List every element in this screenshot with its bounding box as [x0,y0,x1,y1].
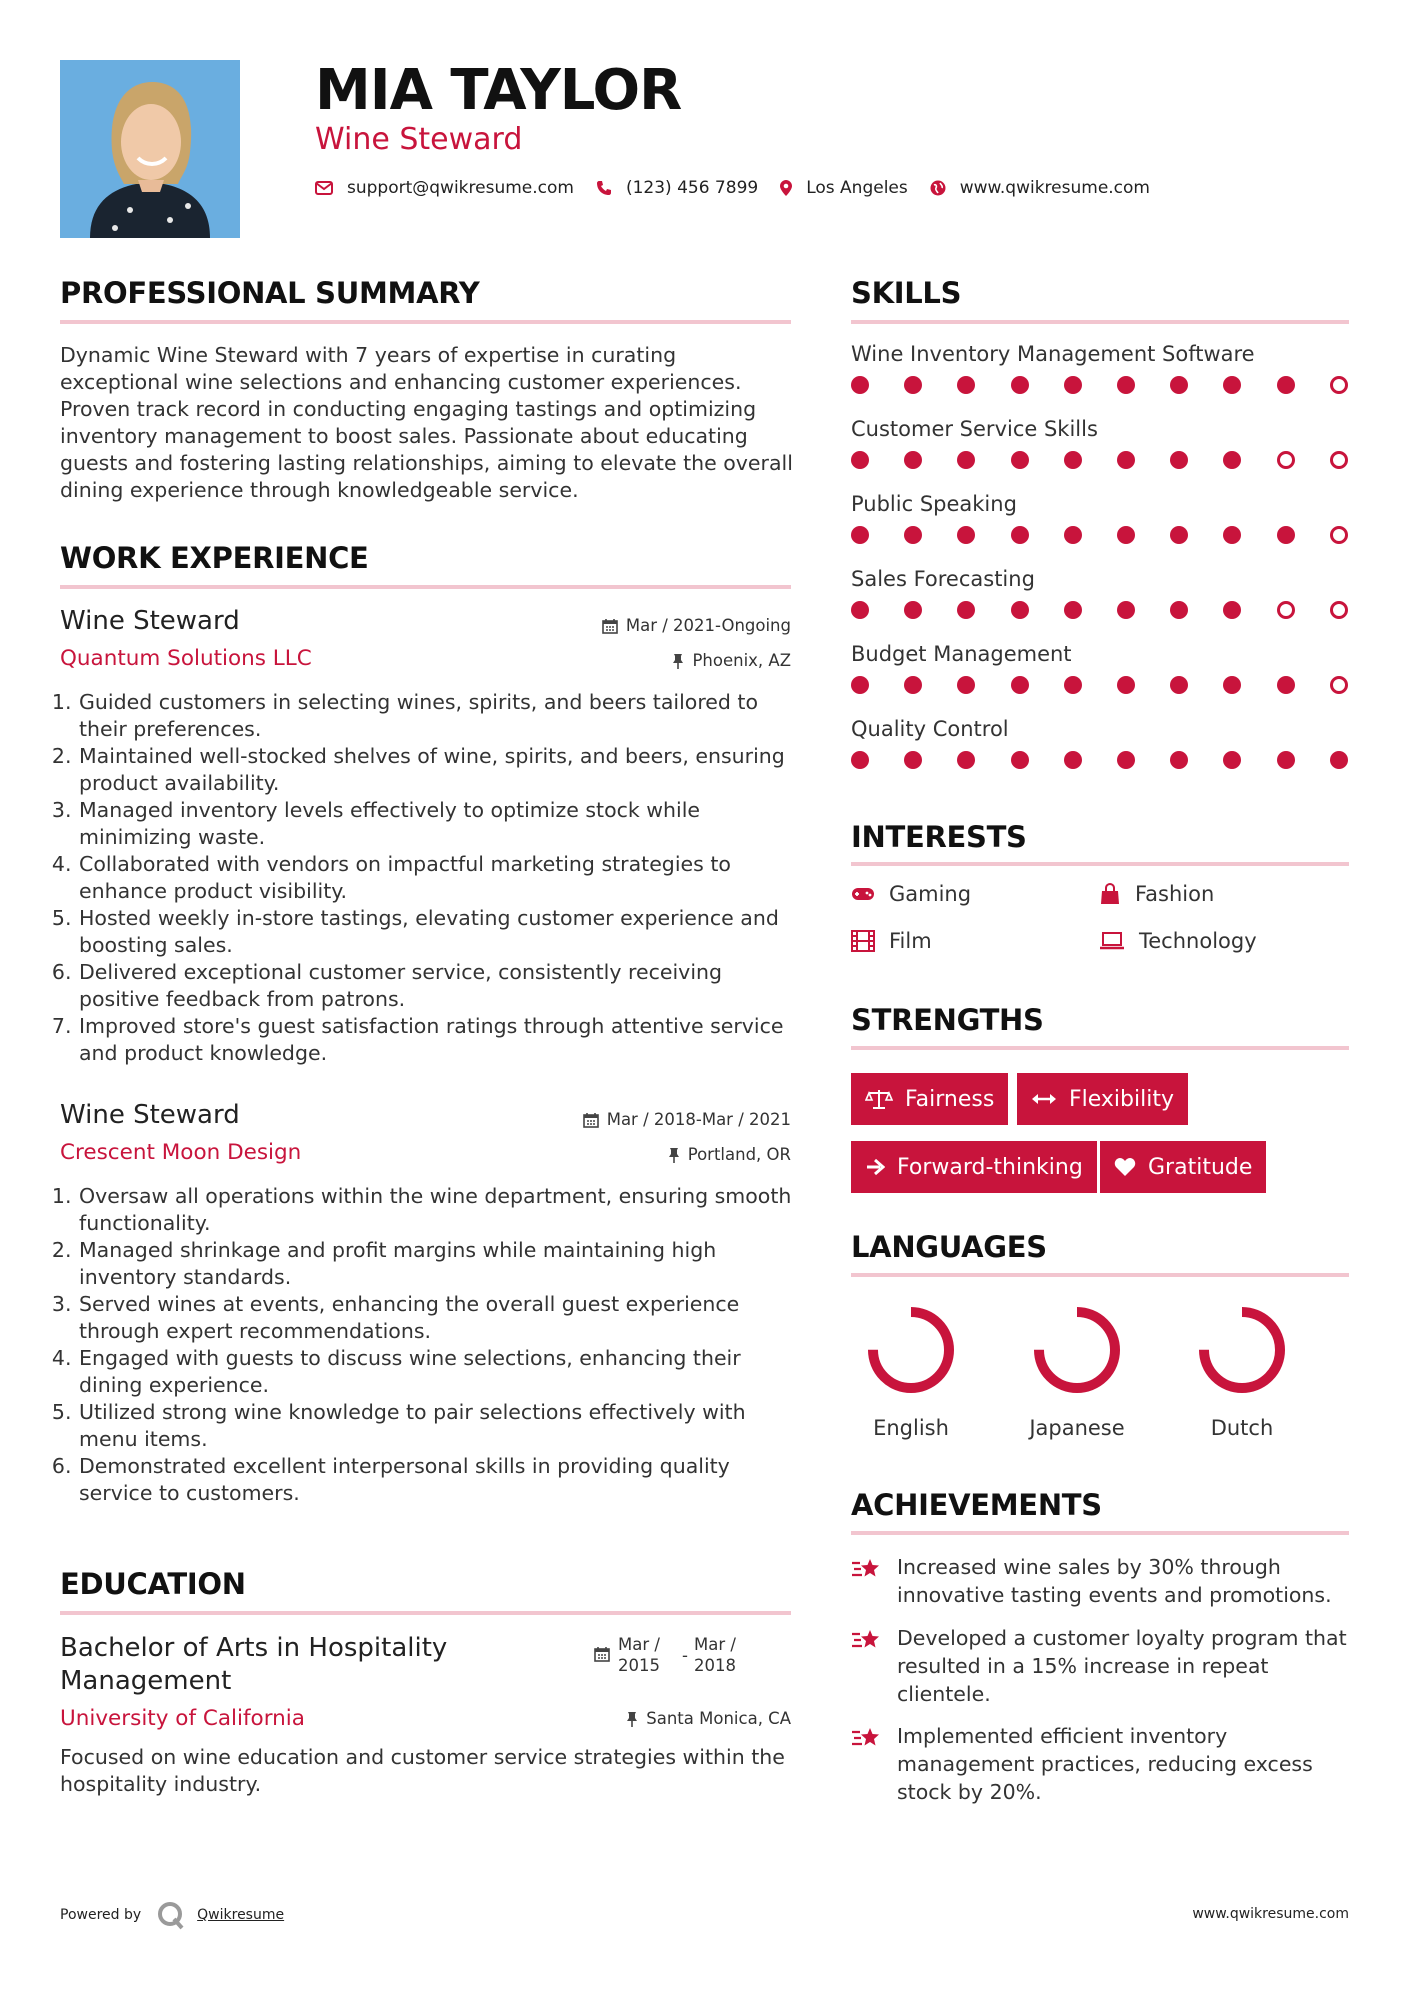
rating-dot-empty [1330,376,1348,394]
contact-phone[interactable] [596,178,758,198]
rating-dot-filled [1223,526,1241,544]
contact-bar [315,178,1172,198]
company-2: Crescent Moon Design [60,1140,302,1165]
rating-dot-filled [1064,526,1082,544]
contact-website-text: www.qwikresume.com [959,178,1150,198]
laptop-icon [1099,932,1125,950]
list-item: 2. Managed shrinkage and profit margins while maintaining high inventory standards. [78,1237,795,1291]
summary-divider [60,320,791,324]
list-item: 2. Maintained well-stocked shelves of wine, spirits, and beers, ensuring product availability. [78,743,795,797]
rating-dot-filled [1064,751,1082,769]
rating-dot-filled [1170,451,1188,469]
list-item: 6. Delivered exceptional customer service, consistently receiving positive feedback from patrons. [78,959,795,1013]
pushpin-icon [626,1711,638,1727]
list-item: 1. Guided customers in selecting wines, spirits, and beers tailored to their preferences. [78,689,795,743]
pushpin-icon [672,653,684,669]
rating-dot-filled [851,601,869,619]
interest-film [851,929,932,953]
rating-dot-empty [1330,601,1348,619]
rating-dot-filled [851,526,869,544]
interest-label: Technology [1139,929,1257,953]
language-label: English [873,1416,949,1440]
skills-divider [851,320,1349,324]
rating-dot-filled [1170,601,1188,619]
skill-item [851,492,1351,546]
rating-dot-filled [1064,451,1082,469]
skills-heading: SKILLS [851,276,962,310]
language-label: Dutch [1210,1416,1274,1440]
list-item: 1. Oversaw all operations within the wine department, ensuring smooth functionality. [78,1183,795,1237]
rating-dot-filled [1011,601,1029,619]
rating-dot-empty [1277,451,1295,469]
strengths-heading: STRENGTHS [851,1003,1044,1037]
language-japanese [1007,1300,1147,1440]
skill-item [851,642,1351,696]
rating-dot-filled [1117,376,1135,394]
rating-dot-filled [1223,601,1241,619]
strength-badge-flexibility [1017,1073,1188,1125]
film-icon [851,930,875,952]
shooting-star-icon [851,1724,883,1752]
education-heading: EDUCATION [60,1567,246,1601]
rating-dot-filled [851,676,869,694]
gamepad-icon [851,886,875,902]
qwikresume-logo-icon [155,1900,187,1930]
rating-dot-filled [851,451,869,469]
language-level-arc [1204,1312,1280,1388]
job-title-1: Wine Steward [60,606,240,636]
language-level-arc [873,1312,949,1388]
contact-website[interactable] [930,178,1150,198]
skill-label: Customer Service Skills [851,417,1098,441]
skill-rating [851,676,1351,696]
location-pin-icon [780,180,792,196]
brand-link[interactable]: Qwikresume [197,1907,285,1923]
achievement-text: Implemented efficient inventory management practices, reducing excess stock by 20%. [897,1724,1313,1804]
interest-gaming [851,882,971,906]
profile-photo [60,60,240,238]
contact-email[interactable] [315,178,574,198]
list-item: 3. Managed inventory levels effectively to optimize stock while minimizing waste. [78,797,795,851]
job-dates-2-text: Mar / 2018-Mar / 2021 [606,1110,791,1129]
language-level-arc [1039,1312,1115,1388]
job-location-2-text: Portland, OR [687,1145,791,1164]
calendar-icon [583,1112,599,1128]
education-location-text: Santa Monica, CA [646,1709,791,1728]
strength-label: Fairness [905,1086,995,1112]
job-location-1 [672,651,791,670]
strength-badge-forward-thinking [851,1141,1097,1193]
education-end: Mar / 2018 [693,1635,736,1675]
degree-title: Bachelor of Arts in Hospitality Management [60,1633,448,1696]
rating-dot-filled [957,751,975,769]
list-item: 4. Collaborated with vendors on impactful marketing strategies to enhance product visibility. [78,851,795,905]
experience-heading: WORK EXPERIENCE [60,541,369,575]
rating-dot-filled [904,451,922,469]
language-english [841,1300,981,1440]
strength-badge-gratitude [1100,1141,1266,1193]
list-item: 3. Served wines at events, enhancing the overall guest experience through expert recommendations. [78,1291,795,1345]
skill-rating [851,376,1351,396]
rating-dot-filled [851,751,869,769]
candidate-name: MIA TAYLOR [315,58,682,123]
education-dates [594,1634,746,1676]
rating-dot-empty [1330,451,1348,469]
achievement-text: Developed a customer loyalty program that resulted in a 15% increase in repeat clientele. [897,1626,1347,1706]
experience-divider [60,585,791,589]
list-item: 5. Utilized strong wine knowledge to pair selections effectively with menu items. [78,1399,795,1453]
rating-dot-filled [957,376,975,394]
strength-label: Gratitude [1148,1154,1253,1180]
skill-item [851,717,1351,771]
powered-by-label: Powered by [60,1907,142,1923]
job-dates-2 [583,1110,791,1129]
date-separator: - [682,1646,688,1665]
rating-dot-empty [1330,676,1348,694]
rating-dot-filled [1170,376,1188,394]
interests-divider [851,862,1349,866]
achievements-heading: ACHIEVEMENTS [851,1488,1102,1522]
rating-dot-filled [904,601,922,619]
rating-dot-filled [1011,451,1029,469]
skill-rating [851,751,1351,771]
education-start: Mar / 2015 [618,1635,660,1675]
language-dutch [1172,1300,1312,1440]
shopping-bag-icon [1099,883,1121,905]
footer-url[interactable]: www.qwikresume.com [1192,1906,1349,1922]
language-label: Japanese [1029,1416,1125,1440]
achievements-divider [851,1531,1349,1535]
rating-dot-filled [1277,751,1295,769]
rating-dot-filled [1117,451,1135,469]
achievement-text: Increased wine sales by 30% through innovative tasting events and promotions. [897,1555,1332,1607]
rating-dot-filled [1223,376,1241,394]
footer-branding [60,1900,284,1930]
envelope-icon [315,181,333,195]
calendar-icon [602,618,618,634]
rating-dot-filled [1170,676,1188,694]
rating-dot-filled [1011,676,1029,694]
calendar-icon [594,1646,610,1662]
rating-dot-filled [904,526,922,544]
rating-dot-filled [851,376,869,394]
rating-dot-filled [1064,676,1082,694]
rating-dot-filled [1277,376,1295,394]
rating-dot-filled [1223,451,1241,469]
list-item: 7. Improved store's guest satisfaction ratings through attentive service and product knowledge. [78,1013,795,1067]
rating-dot-filled [904,751,922,769]
rating-dot-empty [1330,526,1348,544]
rating-dot-filled [1223,676,1241,694]
rating-dot-filled [957,601,975,619]
rating-dot-filled [1011,526,1029,544]
rating-dot-filled [1330,751,1348,769]
rating-dot-filled [1117,526,1135,544]
skill-rating [851,526,1351,546]
rating-dot-filled [1011,376,1029,394]
languages-divider [851,1273,1349,1277]
job-location-1-text: Phoenix, AZ [692,651,791,670]
arrows-horizontal-icon [1031,1092,1057,1106]
skill-item [851,417,1351,471]
phone-icon [596,180,612,196]
contact-location [780,178,908,198]
skill-label: Wine Inventory Management Software [851,342,1255,366]
rating-dot-filled [904,376,922,394]
rating-dot-filled [1011,751,1029,769]
interest-technology [1099,929,1257,953]
company-1: Quantum Solutions LLC [60,646,312,671]
rating-dot-empty [1277,601,1295,619]
skill-item [851,342,1351,396]
achievement-item [851,1553,1361,1609]
skill-label: Quality Control [851,717,1009,741]
interest-label: Gaming [889,882,972,906]
skill-rating [851,601,1351,621]
rating-dot-filled [1223,751,1241,769]
education-divider [60,1611,791,1615]
job-title-2: Wine Steward [60,1100,240,1130]
contact-email-text: support@qwikresume.com [347,178,574,198]
rating-dot-filled [1170,751,1188,769]
rating-dot-filled [957,526,975,544]
interests-heading: INTERESTS [851,820,1027,854]
balance-scale-icon [865,1088,893,1110]
achievement-item [851,1722,1361,1806]
rating-dot-filled [957,451,975,469]
strength-badge-fairness [851,1073,1008,1125]
rating-dot-filled [1064,601,1082,619]
rating-dot-filled [1277,676,1295,694]
education-description: Focused on wine education and customer service strategies within the hospitality industry. [60,1745,785,1796]
job-bullets-2 [60,1183,795,1507]
skill-item [851,567,1351,621]
rating-dot-filled [1170,526,1188,544]
language-level-ring [1027,1300,1127,1400]
job-bullets-1 [60,689,795,1067]
heart-icon [1114,1157,1136,1177]
rating-dot-filled [904,676,922,694]
education-location [626,1709,791,1728]
school-name: University of California [60,1706,305,1731]
rating-dot-filled [1064,376,1082,394]
shooting-star-icon [851,1555,883,1583]
rating-dot-filled [1117,676,1135,694]
strength-label: Flexibility [1069,1086,1174,1112]
job-dates-1-text: Mar / 2021-Ongoing [625,616,791,635]
rating-dot-filled [957,676,975,694]
list-item: 6. Demonstrated excellent interpersonal skills in providing quality service to customers. [78,1453,795,1507]
pushpin-icon [668,1147,680,1163]
rating-dot-filled [1117,601,1135,619]
language-level-ring [1192,1300,1292,1400]
list-item: 5. Hosted weekly in-store tastings, elevating customer experience and boosting sales. [78,905,795,959]
skill-rating [851,451,1351,471]
contact-location-text: Los Angeles [806,178,908,198]
job-location-2 [668,1145,791,1164]
shooting-star-icon [851,1626,883,1654]
languages-heading: LANGUAGES [851,1230,1047,1264]
list-item: 4. Engaged with guests to discuss wine selections, enhancing their dining experience. [78,1345,795,1399]
interest-fashion [1099,882,1214,906]
skill-label: Budget Management [851,642,1072,666]
interest-label: Film [889,929,932,953]
contact-phone-text: (123) 456 7899 [625,178,759,198]
rating-dot-filled [1277,526,1295,544]
job-dates-1 [602,616,791,635]
skill-label: Sales Forecasting [851,567,1035,591]
skill-label: Public Speaking [851,492,1017,516]
rating-dot-filled [1117,751,1135,769]
summary-heading: PROFESSIONAL SUMMARY [60,276,480,310]
strengths-divider [851,1046,1349,1050]
achievement-item [851,1624,1361,1708]
globe-icon [930,180,946,196]
interest-label: Fashion [1135,882,1215,906]
candidate-role: Wine Steward [315,122,523,157]
strength-label: Forward-thinking [897,1154,1083,1180]
summary-text: Dynamic Wine Steward with 7 years of expertise in curating exceptional wine selections and enhancing customer experiences. Proven track record in conducting engaging tastings and optimizing inventory management to boost sales. Passionate about educating guests and fostering lasting relationships, aiming to elevate the overall dining experience through knowledgeable service. [60,343,793,502]
language-level-ring [861,1300,961,1400]
arrow-right-icon [865,1158,885,1176]
